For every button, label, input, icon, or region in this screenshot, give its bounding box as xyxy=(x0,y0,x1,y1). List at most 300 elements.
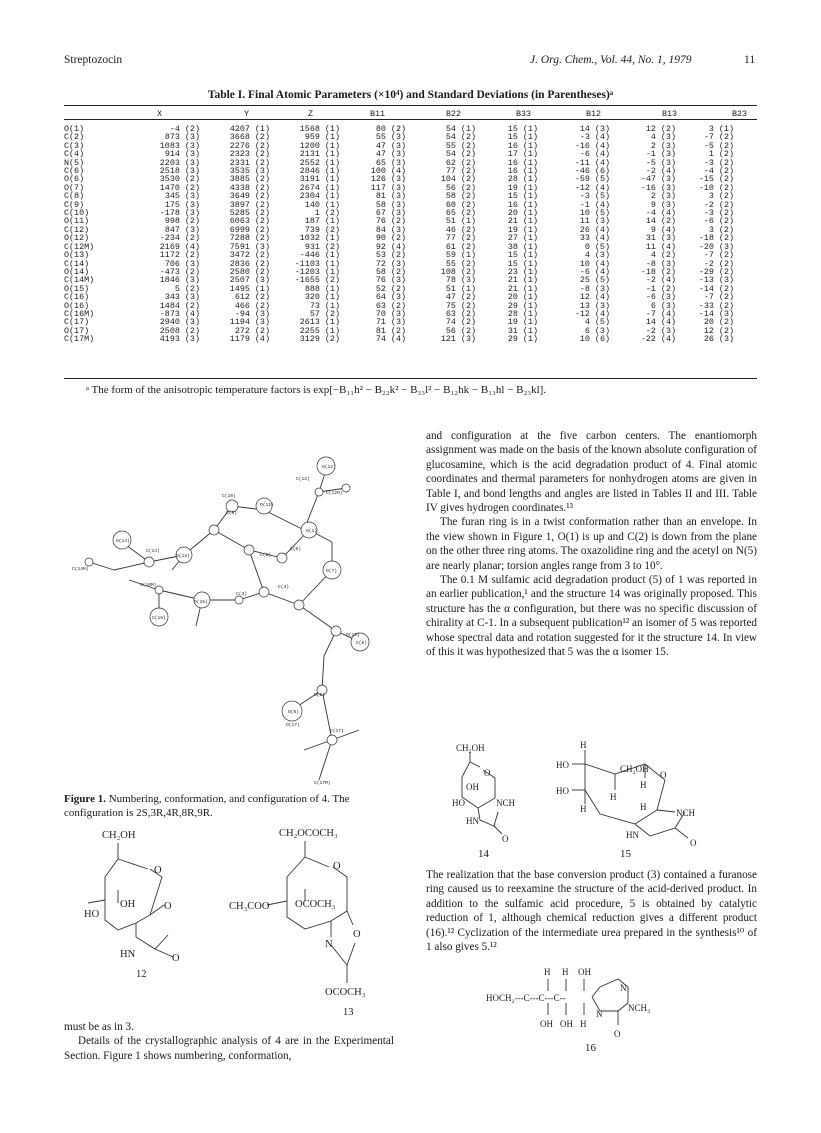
table-cell: 23 (1) xyxy=(507,266,538,277)
atom-label: O(11) xyxy=(260,503,274,508)
table-cell: -3 (5) xyxy=(579,191,610,202)
atom-label: C(6) xyxy=(356,641,368,646)
table-cell: 76 (2) xyxy=(375,216,406,227)
table-cell: -46 (6) xyxy=(574,166,610,177)
table-cell: 2836 (2) xyxy=(229,258,270,269)
table-cell: -6 (3) xyxy=(645,292,676,303)
atom-label-cell: C(14) xyxy=(64,258,90,269)
table-cell: 2507 (3) xyxy=(229,275,270,286)
atom-label-cell: O(6) xyxy=(64,174,85,185)
table-cell: 739 (2) xyxy=(304,224,340,235)
table-cell: 187 (1) xyxy=(304,216,340,227)
table-cell: 58 (2) xyxy=(375,266,406,277)
table-cell: 6 (3) xyxy=(650,300,676,311)
table-cell: -7 (2) xyxy=(703,250,734,261)
table-cell: 2323 (2) xyxy=(229,149,270,160)
table-cell: -14 (3) xyxy=(698,308,734,319)
table-cell: -16 (3) xyxy=(640,182,676,193)
table-cell: -18 (2) xyxy=(640,266,676,277)
table-cell: 29 (1) xyxy=(507,334,538,345)
table-cell: -5 (3) xyxy=(645,157,676,168)
table-cell: 16 (1) xyxy=(507,166,538,177)
table-cell: 55 (3) xyxy=(375,132,406,143)
table-cell: -234 (2) xyxy=(159,233,200,244)
s15-ho: HO xyxy=(556,760,569,770)
table-cell: 74 (2) xyxy=(445,317,476,328)
s15-h3: H xyxy=(640,780,647,790)
atom-label-cell: C(14M) xyxy=(64,275,95,286)
table-cell: -4 (4) xyxy=(645,208,676,219)
s15-hn: HN xyxy=(626,830,639,840)
table-cell: 31 (1) xyxy=(507,325,538,336)
table-cell: 15 (1) xyxy=(507,258,538,269)
table-cell: 10 (5) xyxy=(579,208,610,219)
table-cell: 81 (2) xyxy=(375,325,406,336)
table-cell: 2940 (3) xyxy=(159,317,200,328)
table-cell: 0 (5) xyxy=(584,241,610,252)
table-cell: 9 (4) xyxy=(650,224,676,235)
table-cell: 20 (1) xyxy=(507,292,538,303)
paragraph: The realization that the base conversion product (3) contained a furanose ring caused us to reexamine the structure of the acid-derived product. In addition to the sulfamic acid procedure, 5 is obtained by catalytic reduction of 1, although chemical reduction gives a different product (16).¹² Cyclization of the intermediate urea prepared in the synthesis¹⁰ of 1 also gives 5.¹² xyxy=(426,869,757,954)
atom-label-cell: O(14) xyxy=(64,266,90,277)
table-cell: 3885 (2) xyxy=(229,174,270,185)
atom-label: O(13) xyxy=(176,554,190,559)
table-cell: 77 (2) xyxy=(445,233,476,244)
atom-label-cell: C(17M) xyxy=(64,334,95,345)
atom-label: C(17) xyxy=(330,729,344,734)
atom-label-cell: O(13) xyxy=(64,250,90,261)
table-cell: 67 (3) xyxy=(375,208,406,219)
table-cell: 4193 (3) xyxy=(159,334,200,345)
table-cell: 25 (5) xyxy=(579,275,610,286)
table-cell: 53 (2) xyxy=(375,250,406,261)
table-cell: 10 (6) xyxy=(579,334,610,345)
table-cell: 84 (3) xyxy=(375,224,406,235)
atom-label: C(9) xyxy=(226,511,238,516)
table-cell: 54 (2) xyxy=(445,149,476,160)
figure-1-molecular-structure xyxy=(64,420,394,790)
table-cell: -20 (3) xyxy=(698,241,734,252)
atom-label-cell: C(16) xyxy=(64,292,90,303)
table-cell: -6 (4) xyxy=(579,266,610,277)
paragraph: must be as in 3. xyxy=(64,1021,134,1033)
table-cell: 74 (4) xyxy=(375,334,406,345)
table-cell: 62 (2) xyxy=(445,157,476,168)
table-cell: 15 (1) xyxy=(507,191,538,202)
atom-label-cell: O(15) xyxy=(64,283,90,294)
table-cell: -7 (2) xyxy=(703,132,734,143)
table-cell: 345 (3) xyxy=(164,191,200,202)
table-cell: 76 (3) xyxy=(375,275,406,286)
atom-label-cell: C(3) xyxy=(64,140,85,151)
table-cell: 12 (2) xyxy=(645,124,676,134)
s16-h1: H xyxy=(544,967,551,977)
table-cell: 20 (2) xyxy=(703,317,734,328)
table-cell: 27 (1) xyxy=(507,233,538,244)
atomic-parameters-table xyxy=(64,125,734,344)
s13-o: O xyxy=(353,929,361,940)
table-cell: 54 (2) xyxy=(445,132,476,143)
atom-label: O(17) xyxy=(286,723,300,728)
atom-label-cell: C(16M) xyxy=(64,308,95,319)
s16-h3: H xyxy=(580,1019,587,1029)
table-cell: -1 (2) xyxy=(645,283,676,294)
atom-label: O(7) xyxy=(326,569,338,574)
table-cell: 3 (2) xyxy=(708,191,734,202)
table-cell: -8 (3) xyxy=(645,258,676,269)
table-cell: -2 (3) xyxy=(645,325,676,336)
table-cell: 466 (2) xyxy=(234,300,270,311)
s14-o: O xyxy=(484,768,491,778)
table-cell: -1 (4) xyxy=(579,199,610,210)
table-cell: 60 (2) xyxy=(445,199,476,210)
atom-label: C(16) xyxy=(152,616,166,621)
table-cell: -12 (4) xyxy=(574,308,610,319)
table-cell: -29 (2) xyxy=(698,266,734,277)
atom-label: C(12M) xyxy=(326,491,343,496)
table-cell: 3191 (1) xyxy=(299,174,340,185)
structure-16 xyxy=(486,965,720,1045)
s14-ho: HO xyxy=(452,798,465,808)
table-cell: -178 (3) xyxy=(159,208,200,219)
table-cell: 6063 (2) xyxy=(229,216,270,227)
table-cell: 1495 (1) xyxy=(229,283,270,294)
s13-ring-o: O xyxy=(333,861,341,872)
table-cell: 16 (1) xyxy=(507,199,538,210)
table-cell: 3 (2) xyxy=(708,224,734,235)
atom-label-cell: C(10) xyxy=(64,208,90,219)
table-cell: -1 (3) xyxy=(645,149,676,160)
table-cell: 15 (1) xyxy=(507,250,538,261)
table-cell: -11 (4) xyxy=(574,157,610,168)
table-cell: -1103 (1) xyxy=(294,258,340,269)
table-cell: 320 (1) xyxy=(304,292,340,303)
s15-h-top: H xyxy=(580,740,587,750)
bond-lines xyxy=(89,470,360,780)
s16-oh2: OH xyxy=(540,1019,553,1029)
table-cell: 959 (1) xyxy=(304,132,340,143)
s13-top: CH₂OCOCH₃ xyxy=(279,828,338,839)
table-cell: 1172 (2) xyxy=(159,250,200,261)
table-cell: 90 (2) xyxy=(375,233,406,244)
table-cell: 54 (1) xyxy=(445,124,476,134)
table-cell: 47 (3) xyxy=(375,140,406,151)
table-cell: -2 (4) xyxy=(645,166,676,177)
s16-o: O xyxy=(614,1029,621,1039)
atom-label-cell: O(16) xyxy=(64,300,90,311)
table-cell: 1179 (4) xyxy=(229,334,270,345)
table-cell: -446 (1) xyxy=(299,250,340,261)
table-cell: 15 (1) xyxy=(507,124,538,134)
s15-h2: H xyxy=(610,792,617,802)
table-cell: -16 (4) xyxy=(574,140,610,151)
atom-label: N(5) xyxy=(314,693,326,698)
structure-14 xyxy=(450,742,540,842)
s15-ch2oh: CH₂OH xyxy=(620,764,649,774)
column-header: B33 xyxy=(516,109,532,119)
table-cell: 21 (1) xyxy=(507,275,538,286)
table-cell: 19 (1) xyxy=(507,182,538,193)
s12-oh: OH xyxy=(120,899,136,910)
table-cell: 2613 (1) xyxy=(299,317,340,328)
table-cell: 4 (2) xyxy=(650,250,676,261)
atom-label-cell: C(8) xyxy=(64,191,85,202)
table-cell: 11 (3) xyxy=(579,216,610,227)
table-cell: 931 (2) xyxy=(304,241,340,252)
table-cell: 1 (2) xyxy=(708,149,734,160)
s14-hn: HN xyxy=(466,816,479,826)
table-rule-mid xyxy=(64,119,757,120)
table-cell: 3668 (2) xyxy=(229,132,270,143)
atom-label-cell: C(17) xyxy=(64,317,90,328)
s13-n: N xyxy=(325,939,333,950)
table-cell: 1194 (3) xyxy=(229,317,270,328)
table-cell: 71 (3) xyxy=(375,317,406,328)
table-cell: 14 (3) xyxy=(579,124,610,134)
s16-label: 16 xyxy=(585,1042,596,1054)
table-cell: 4 (3) xyxy=(584,250,610,261)
s16-chain: HOCH₂---C---C---C-- xyxy=(486,993,566,1003)
atom-label-cell: C(12) xyxy=(64,224,90,235)
atom-label: O(16) xyxy=(346,633,360,638)
table-cell: 5285 (2) xyxy=(229,208,270,219)
atom-ellipsoids xyxy=(85,457,369,745)
atom-label: O(14) xyxy=(116,539,130,544)
table-cell: -3 (4) xyxy=(579,132,610,143)
table-cell: -2 (4) xyxy=(645,275,676,286)
atom-label-cell: C(6) xyxy=(64,166,85,177)
table-cell: 104 (2) xyxy=(440,174,476,185)
s12-carbonyl-o: O xyxy=(172,953,180,964)
s15-h4: H xyxy=(580,804,587,814)
table-cell: -15 (2) xyxy=(698,174,734,185)
atom-label: C(8) xyxy=(290,547,302,552)
table-cell: -3 (2) xyxy=(703,208,734,219)
table-cell: 4 (3) xyxy=(650,132,676,143)
column-header: Z xyxy=(308,109,314,119)
atom-label: O(6) xyxy=(288,710,300,715)
table-cell: 57 (2) xyxy=(309,308,340,319)
table-cell: 3 (1) xyxy=(708,124,734,134)
s12-o: O xyxy=(164,901,172,912)
table-cell: 612 (2) xyxy=(234,292,270,303)
atom-label-cell: N(5) xyxy=(64,157,85,168)
table-cell: 706 (3) xyxy=(164,258,200,269)
s15-label: 15 xyxy=(620,848,631,860)
table-cell: 13 (3) xyxy=(579,300,610,311)
table-cell: 26 (3) xyxy=(703,334,734,345)
table-cell: -18 (2) xyxy=(698,233,734,244)
column-header: Y xyxy=(244,109,250,119)
table-cell: 55 (2) xyxy=(445,140,476,151)
atom-label: O(15) xyxy=(194,600,208,605)
table-cell: -8 (3) xyxy=(579,283,610,294)
atom-label-cell: O(11) xyxy=(64,216,90,227)
atom-label: C(10) xyxy=(222,494,236,499)
column-header: B12 xyxy=(586,109,602,119)
atom-label: C(3) xyxy=(236,592,248,597)
table-cell: -7 (2) xyxy=(703,292,734,303)
table-rule-bottom xyxy=(64,378,757,379)
table-cell: 3472 (2) xyxy=(229,250,270,261)
table-cell: 343 (3) xyxy=(164,292,200,303)
table-cell: 16 (1) xyxy=(507,140,538,151)
table-cell: 33 (4) xyxy=(579,233,610,244)
table-cell: 29 (1) xyxy=(507,300,538,311)
s13-label: 13 xyxy=(343,1007,354,1018)
table-cell: 5 (2) xyxy=(174,283,200,294)
running-head-journal: J. Org. Chem., Vol. 44, No. 1, 1979 xyxy=(530,54,692,66)
table-cell: 1200 (1) xyxy=(299,140,340,151)
atom-labels xyxy=(72,464,367,786)
table-cell: 11 (4) xyxy=(645,241,676,252)
s12-ho: HO xyxy=(84,909,100,920)
table-cell: -7 (4) xyxy=(645,308,676,319)
s12-ch2oh: CH₂OH xyxy=(102,830,136,841)
atom-label-cell: C(9) xyxy=(64,199,85,210)
table-cell: 272 (2) xyxy=(234,325,270,336)
s14-o2: O xyxy=(502,834,509,844)
table-cell: 26 (4) xyxy=(579,224,610,235)
table-cell: 2552 (1) xyxy=(299,157,340,168)
atom-label: C(16M) xyxy=(140,583,157,588)
s15-o2: O xyxy=(690,838,697,848)
table-cell: 63 (2) xyxy=(445,308,476,319)
page-number: 11 xyxy=(744,54,756,66)
table-cell: 2304 (1) xyxy=(299,191,340,202)
table-cell: 2276 (2) xyxy=(229,140,270,151)
table-cell: 14 (4) xyxy=(645,317,676,328)
table-cell: 140 (1) xyxy=(304,199,340,210)
table-cell: 78 (3) xyxy=(445,275,476,286)
table-cell: 20 (1) xyxy=(507,208,538,219)
table-cell: -5 (2) xyxy=(703,140,734,151)
table-cell: 3535 (3) xyxy=(229,166,270,177)
table-cell: 47 (2) xyxy=(445,292,476,303)
table-cell: 2255 (1) xyxy=(299,325,340,336)
column-header: B22 xyxy=(446,109,462,119)
table-cell: 4 (5) xyxy=(584,317,610,328)
column-header: B13 xyxy=(662,109,678,119)
table-cell: -4 (2) xyxy=(703,166,734,177)
table-cell: 3530 (2) xyxy=(159,174,200,185)
table-cell: 46 (2) xyxy=(445,224,476,235)
table-cell: 21 (1) xyxy=(507,216,538,227)
s12-label: 12 xyxy=(136,969,147,980)
figure-1-caption-text: Numbering, conformation, and configuration of 4. The configuration is 2S,3R,4R,8R,9R. xyxy=(64,793,350,819)
s12-hn: HN xyxy=(120,949,136,960)
atom-label: C(14M) xyxy=(72,567,89,572)
table-cell: 847 (3) xyxy=(164,224,200,235)
paragraph: Details of the crystallographic analysis of 4 are in the Experimental Section. Figure 1 shows numbering, conformation, xyxy=(64,1035,394,1062)
table-cell: 28 (1) xyxy=(507,308,538,319)
s16-oh3: OH xyxy=(560,1019,573,1029)
table-cell: 2 (3) xyxy=(650,140,676,151)
table-cell: -6 (2) xyxy=(703,216,734,227)
table-cell: 126 (3) xyxy=(370,174,406,185)
atom-label-cell: C(4) xyxy=(64,149,85,160)
table-cell: 1568 (1) xyxy=(299,124,340,134)
table-cell: -59 (5) xyxy=(574,174,610,185)
table-cell: 117 (3) xyxy=(370,182,406,193)
s14-nch: NCH xyxy=(496,798,516,808)
table-cell: 51 (1) xyxy=(445,283,476,294)
table-cell: -14 (2) xyxy=(698,283,734,294)
table-cell: 1032 (1) xyxy=(299,233,340,244)
s15-ho2: HO xyxy=(556,786,569,796)
table-cell: 2518 (3) xyxy=(159,166,200,177)
s16-oh: OH xyxy=(578,967,591,977)
right-column-text-bottom xyxy=(426,868,757,954)
table-cell: 61 (2) xyxy=(445,241,476,252)
table-cell: 15 (1) xyxy=(507,132,538,143)
atom-label: C(2) xyxy=(260,553,272,558)
atom-label: O(12) xyxy=(322,465,336,470)
table-cell: 92 (4) xyxy=(375,241,406,252)
table-cell: 16 (1) xyxy=(507,157,538,168)
table-cell: 2846 (1) xyxy=(299,166,340,177)
paragraph: and configuration at the five carbon centers. The enantiomorph assignment was made on the basis of the known absolute configuration of glucosamine, which is the acid degradation product of 4. Final atomic coordinates and thermal parameters for nonhydrogen atoms are given in Table I, and bond lengths and angles are listed in Tables II and III. Table IV gives hydrogen coordinates.¹³ xyxy=(426,430,757,515)
table-cell: 59 (1) xyxy=(445,250,476,261)
table-cell: 1846 (3) xyxy=(159,275,200,286)
table-cell: 6999 (2) xyxy=(229,224,270,235)
table-cell: 121 (3) xyxy=(440,334,476,345)
table-cell: 873 (3) xyxy=(164,132,200,143)
table-cell: 31 (3) xyxy=(645,233,676,244)
table-cell: 1470 (2) xyxy=(159,182,200,193)
table-cell: 3129 (2) xyxy=(299,334,340,345)
table-cell: 1484 (2) xyxy=(159,300,200,311)
table-cell: 108 (2) xyxy=(440,266,476,277)
table-footnote: ᵃ The form of the anisotropic temperature factors is exp[−B₁₁h² − B₂₂k² − B₃₃l² − B₁₂hk − B₁₃hl − B₂₃kl]. xyxy=(86,384,547,396)
table-caption: Table I. Final Atomic Parameters (×10⁴) and Standard Deviations (in Parentheses)ᵃ xyxy=(207,89,614,101)
table-row xyxy=(64,335,734,343)
table-cell: 73 (1) xyxy=(309,300,340,311)
s16-ncb: NCH₃ xyxy=(628,1003,651,1013)
atom-label-cell: C(12M) xyxy=(64,241,95,252)
table-cell: -3 (2) xyxy=(703,157,734,168)
s16-n2: N xyxy=(596,1009,603,1019)
column-header: X xyxy=(157,109,163,119)
table-cell: 2169 (4) xyxy=(159,241,200,252)
s14-oh: OH xyxy=(466,782,479,792)
table-cell: 56 (2) xyxy=(445,325,476,336)
table-cell: 17 (1) xyxy=(507,149,538,160)
table-cell: 3649 (2) xyxy=(229,191,270,202)
table-cell: 51 (1) xyxy=(445,216,476,227)
s13-left: CH₃COO xyxy=(229,901,270,912)
table-cell: 2131 (1) xyxy=(299,149,340,160)
atom-label: O(1) xyxy=(306,529,318,534)
table-cell: -10 (2) xyxy=(698,182,734,193)
s16-n1: N xyxy=(620,983,627,993)
table-rule-top xyxy=(64,105,757,106)
atom-label: C(14) xyxy=(146,549,160,554)
table-cell: 70 (3) xyxy=(375,308,406,319)
table-cell: -4 (2) xyxy=(169,124,200,134)
structure-15 xyxy=(556,740,735,850)
paragraph: The furan ring is in a twist conformation rather than an envelope. In the view shown in Figure 1, O(1) is up and C(2) is down from the plane on the other three ring atoms. The oxazolidine ring and the acetyl on N(5) are nearly planar; torsion angles range from 3 to 10°. xyxy=(426,516,757,572)
table-cell: 47 (3) xyxy=(375,149,406,160)
table-cell: 12 (4) xyxy=(579,292,610,303)
paragraph: The 0.1 M sulfamic acid degradation product (5) of 1 was reported in an earlier publication,¹ and the structure 14 was originally proposed. This structure has the α configuration, but there was no specific discussion of chirality at C-1. In a subsequent publication¹² an isomer of 5 was reported whose spectral data and rotation suggested for it the structure 14. In view of this it was hypothesized that 5 was the α isomer 15. xyxy=(426,574,757,659)
table-cell: 14 (2) xyxy=(645,216,676,227)
table-cell: 7591 (3) xyxy=(229,241,270,252)
atom-label-cell: O(12) xyxy=(64,233,90,244)
running-head-left: Streptozocin xyxy=(64,54,123,66)
table-cell: 19 (1) xyxy=(507,224,538,235)
table-cell: 2331 (2) xyxy=(229,157,270,168)
